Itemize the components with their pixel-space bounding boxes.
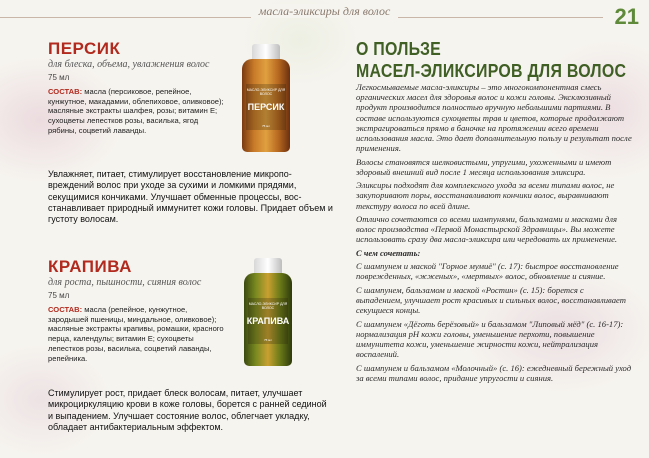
- bottle-cap: [254, 258, 282, 274]
- product-composition: [48, 87, 226, 136]
- bottle-label-text: ПЕРСИК: [247, 102, 285, 112]
- bottle-label-foot: 75 мл: [264, 338, 272, 342]
- product-volume: 75 мл: [48, 291, 70, 300]
- combination-item: С шампунем и бальзамом «Молочный» (с. 16): ежедневный бережный уход за всеми типами волос, придание упругости и сияния.: [356, 362, 632, 383]
- bottle-label-foot: 75 мл: [262, 124, 270, 128]
- product-subtitle: для роста, пышности, сияния волос: [48, 277, 202, 288]
- article-title-line2: МАСЕЛ-ЭЛИКСИРОВ ДЛЯ ВОЛОС: [356, 60, 627, 81]
- product-description: Стимулирует рост, придает блеск волосам, питает, улучшает микроциркуляцию крови в коже головы, борется с ранней сединой и выпадением. Улучшает состояние волос, облегчает укладку, обладает антибактериальным эффектом.: [48, 388, 327, 432]
- product-volume: 75 мл: [48, 73, 70, 82]
- article: [356, 38, 632, 386]
- bottle-label-text: КРАПИВА: [246, 316, 290, 326]
- product-subtitle: для блеска, объема, увлажнения волос: [48, 59, 210, 70]
- bottle-label-small: МАСЛО-ЭЛИКСИР ДЛЯ ВОЛОС: [248, 302, 288, 310]
- composition-label: СОСТАВ:: [48, 305, 83, 314]
- composition-text: масла (репейное, кунжутное, зародышей пшеницы, миндальное, оливковое); масляные экстракты крапивы, ромашки, красного перца, календулы; витамин Е; сухоцветы лепестков розы, василька, соцветий лаванды, репейника.: [48, 305, 224, 363]
- page-number: 21: [614, 4, 639, 29]
- product-description: Увлажняет, питает, стимулирует восстановление микроповреждений волос при уходе за сухими и ломкими прядями, секущимися кончиками. Улучшает обменные процессы, восстанавливает природный иммунитет кожи головы. Придает объем и густоту волосам.: [48, 169, 333, 225]
- article-title-line1: О ПОЛЬЗЕ: [356, 38, 442, 59]
- combine-heading: С чем сочетать:: [356, 247, 421, 258]
- section-title: масла-эликсиры для волос: [251, 4, 399, 18]
- article-title: [356, 38, 631, 82]
- article-paragraph: Волосы становятся шелковистыми, упругими, ухоженными и имеют здоровый внешний вид после 1 месяца использования эликсира.: [356, 156, 612, 177]
- product-composition: [48, 305, 226, 363]
- bottle-peach-image: [236, 44, 296, 154]
- article-paragraph: Эликсиры подходят для комплексного ухода за всеми типами волос, не закупоривают поры, восстанавливают кончики волос, выравнивают текстуру волоса по всей длине.: [356, 180, 615, 211]
- product-title: ПЕРСИК: [48, 39, 121, 58]
- composition-label: СОСТАВ:: [48, 87, 83, 96]
- article-body: [356, 82, 632, 383]
- article-paragraph: Отлично сочетаются со всеми шампунями, бальзамами и масками для волос производства «Первой Монастырской Здравницы». Вы можете использовать сразу два масла-эликсира или чередовать их применение.: [356, 214, 618, 245]
- composition-text: масла (персиковое, репейное, кунжутное, макадамии, облепиховое, оливковое); масляные экстракты шалфея, розы; витамин Е; сухоцветы лепестков розы, василька, ягод рябины, соцветий лаванды.: [48, 87, 224, 135]
- bottle-nettle-image: [238, 258, 298, 368]
- running-header: [0, 4, 649, 19]
- combination-item: С шампунем, бальзамом и маской «Ростин» (с. 15): борется с выпадением, улучшает рост красивых и сильных волос, восстанавливает секущиеся концы.: [356, 284, 626, 316]
- article-paragraph: Легкосмываемые масла-эликсиры – это многокомпонентная смесь органических масел для здоровья волос и кожи головы. Эксклюзивный продукт производится полностью вручную небольшими партиями. В составе используются сухоцветы трав и цветов, которые продолжают экстрагироваться прямо в баночке на протяжении всего времени использования масла. Это дает дополнительную пользу и результат после применения.: [356, 82, 632, 154]
- product-title: КРАПИВА: [48, 257, 132, 276]
- combination-item: С шампунем «Дёготь берёзовый» и бальзамом "Липовый мёд" (с. 16-17): нормализация pH кожи головы, уменьшение перхоти, повышение иммунитета кожи, уменьшение жирности кожи, нейтрализация воспалений.: [356, 318, 624, 360]
- combination-item: С шампунем и маской "Горное мумиё" (с. 17): быстрое восстановление поврежденных, «жженых», «мертвых» волос, обновление и сияние.: [356, 261, 619, 282]
- bottle-cap: [252, 44, 280, 60]
- bottle-label-small: МАСЛО-ЭЛИКСИР ДЛЯ ВОЛОС: [246, 88, 286, 96]
